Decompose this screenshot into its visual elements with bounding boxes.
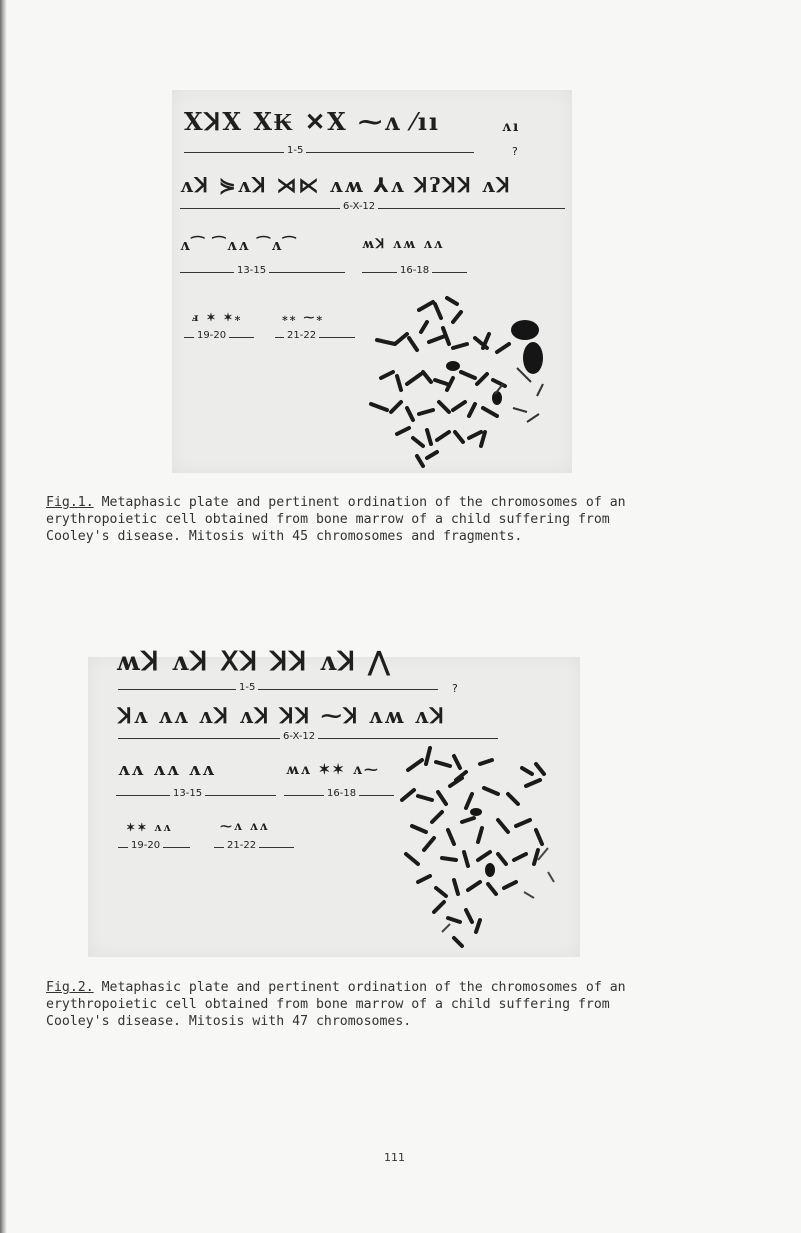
group-label-unknown: ? [512,145,518,158]
group-label-21-22: 21-22 [224,840,259,851]
group-rule-1-5 [184,152,474,153]
figure-1-ref: Fig.1. [46,495,94,510]
figure-2-plate [88,647,580,957]
chromosome-row-19-20: ⅎ ✶ ✶⁎ [192,311,243,324]
figure-1-caption-line-3: Cooley's disease. Mitosis with 45 chromosomes and fragments. [46,529,523,544]
chromosome-row-21-22: ⁓ʌ ʌʌ [220,819,270,833]
figure-2-ref: Fig.2. [46,980,94,995]
chromosome-row-1-5: ʍꓘ ʌꓘ ꓫꓘ ꓘꓘ ʌꓘ ⋀ [116,647,392,677]
chromosome-row-16-18: ʍꓘ ʌʍ ʌʌ [362,237,445,252]
group-label-19-20: 19-20 [194,330,229,341]
chromosome-row-16-18: ʍʌ ✶✶ ʌ⁓ [286,762,380,778]
chromosome-row-6-x-12: ʌꓘ ⋟ʌꓘ ⋊⋉ ʌʍ ⅄ʌ ꓘʔꓘꓘ ʌꓘ [180,173,512,197]
chromosome-unknown: ʌı [502,119,521,135]
group-label-6-x-12: 6-X-12 [340,201,378,212]
metaphase-spread [388,742,568,952]
figure-2-caption-line-1: Metaphasic plate and pertinent ordination of the chromosomes of an [93,980,626,995]
group-label-13-15: 13-15 [234,265,269,276]
group-label-16-18: 16-18 [397,265,432,276]
chromosome-row-21-22: ⁎⁎ ⁓⁎ [282,311,325,324]
group-label-1-5: 1-5 [236,682,258,693]
page-edge-shadow [0,0,7,1233]
group-label-6-x-12: 6-X-12 [280,731,318,742]
figure-1-plate [172,90,572,473]
figure-2-caption-line-2: erythropoietic cell obtained from bone marrow of a child suffering from [46,997,610,1012]
group-label-13-15: 13-15 [170,788,205,799]
figure-1-caption-line-1: Metaphasic plate and pertinent ordination of the chromosomes of an [93,495,626,510]
group-label-unknown: ? [452,682,458,695]
page-number: 111 [384,1151,405,1164]
chromosome-row-13-15: ʌ⁀ ⁀ʌʌ ⁀ʌ⁀ [180,236,298,254]
chromosome-row-19-20: ✶✶ ʌʌ [126,821,173,834]
metaphase-spread [357,288,567,468]
figure-1-caption-line-2: erythropoietic cell obtained from bone marrow of a child suffering from [46,512,610,527]
group-label-16-18: 16-18 [324,788,359,799]
group-label-19-20: 19-20 [128,840,163,851]
group-label-21-22: 21-22 [284,330,319,341]
figure-2-caption-line-3: Cooley's disease. Mitosis with 47 chromosomes. [46,1014,412,1029]
figure-2-caption [46,979,626,1030]
group-label-1-5: 1-5 [284,145,306,156]
chromosome-row-1-5: XꓘⅩ Ⅹ₭ ✕Ⅹ ⁓ʌ ⁄ıı [184,107,441,136]
figure-1-caption [46,494,626,545]
chromosome-row-6-x-12: ꓘʌ ʌʌ ʌꓘ ʌꓘ ꓘꓘ ⁓ꓘ ʌʍ ʌꓘ [118,703,446,728]
chromosome-row-13-15: ʌʌ ʌʌ ʌʌ [118,759,216,780]
group-rule-1-5 [118,689,438,690]
